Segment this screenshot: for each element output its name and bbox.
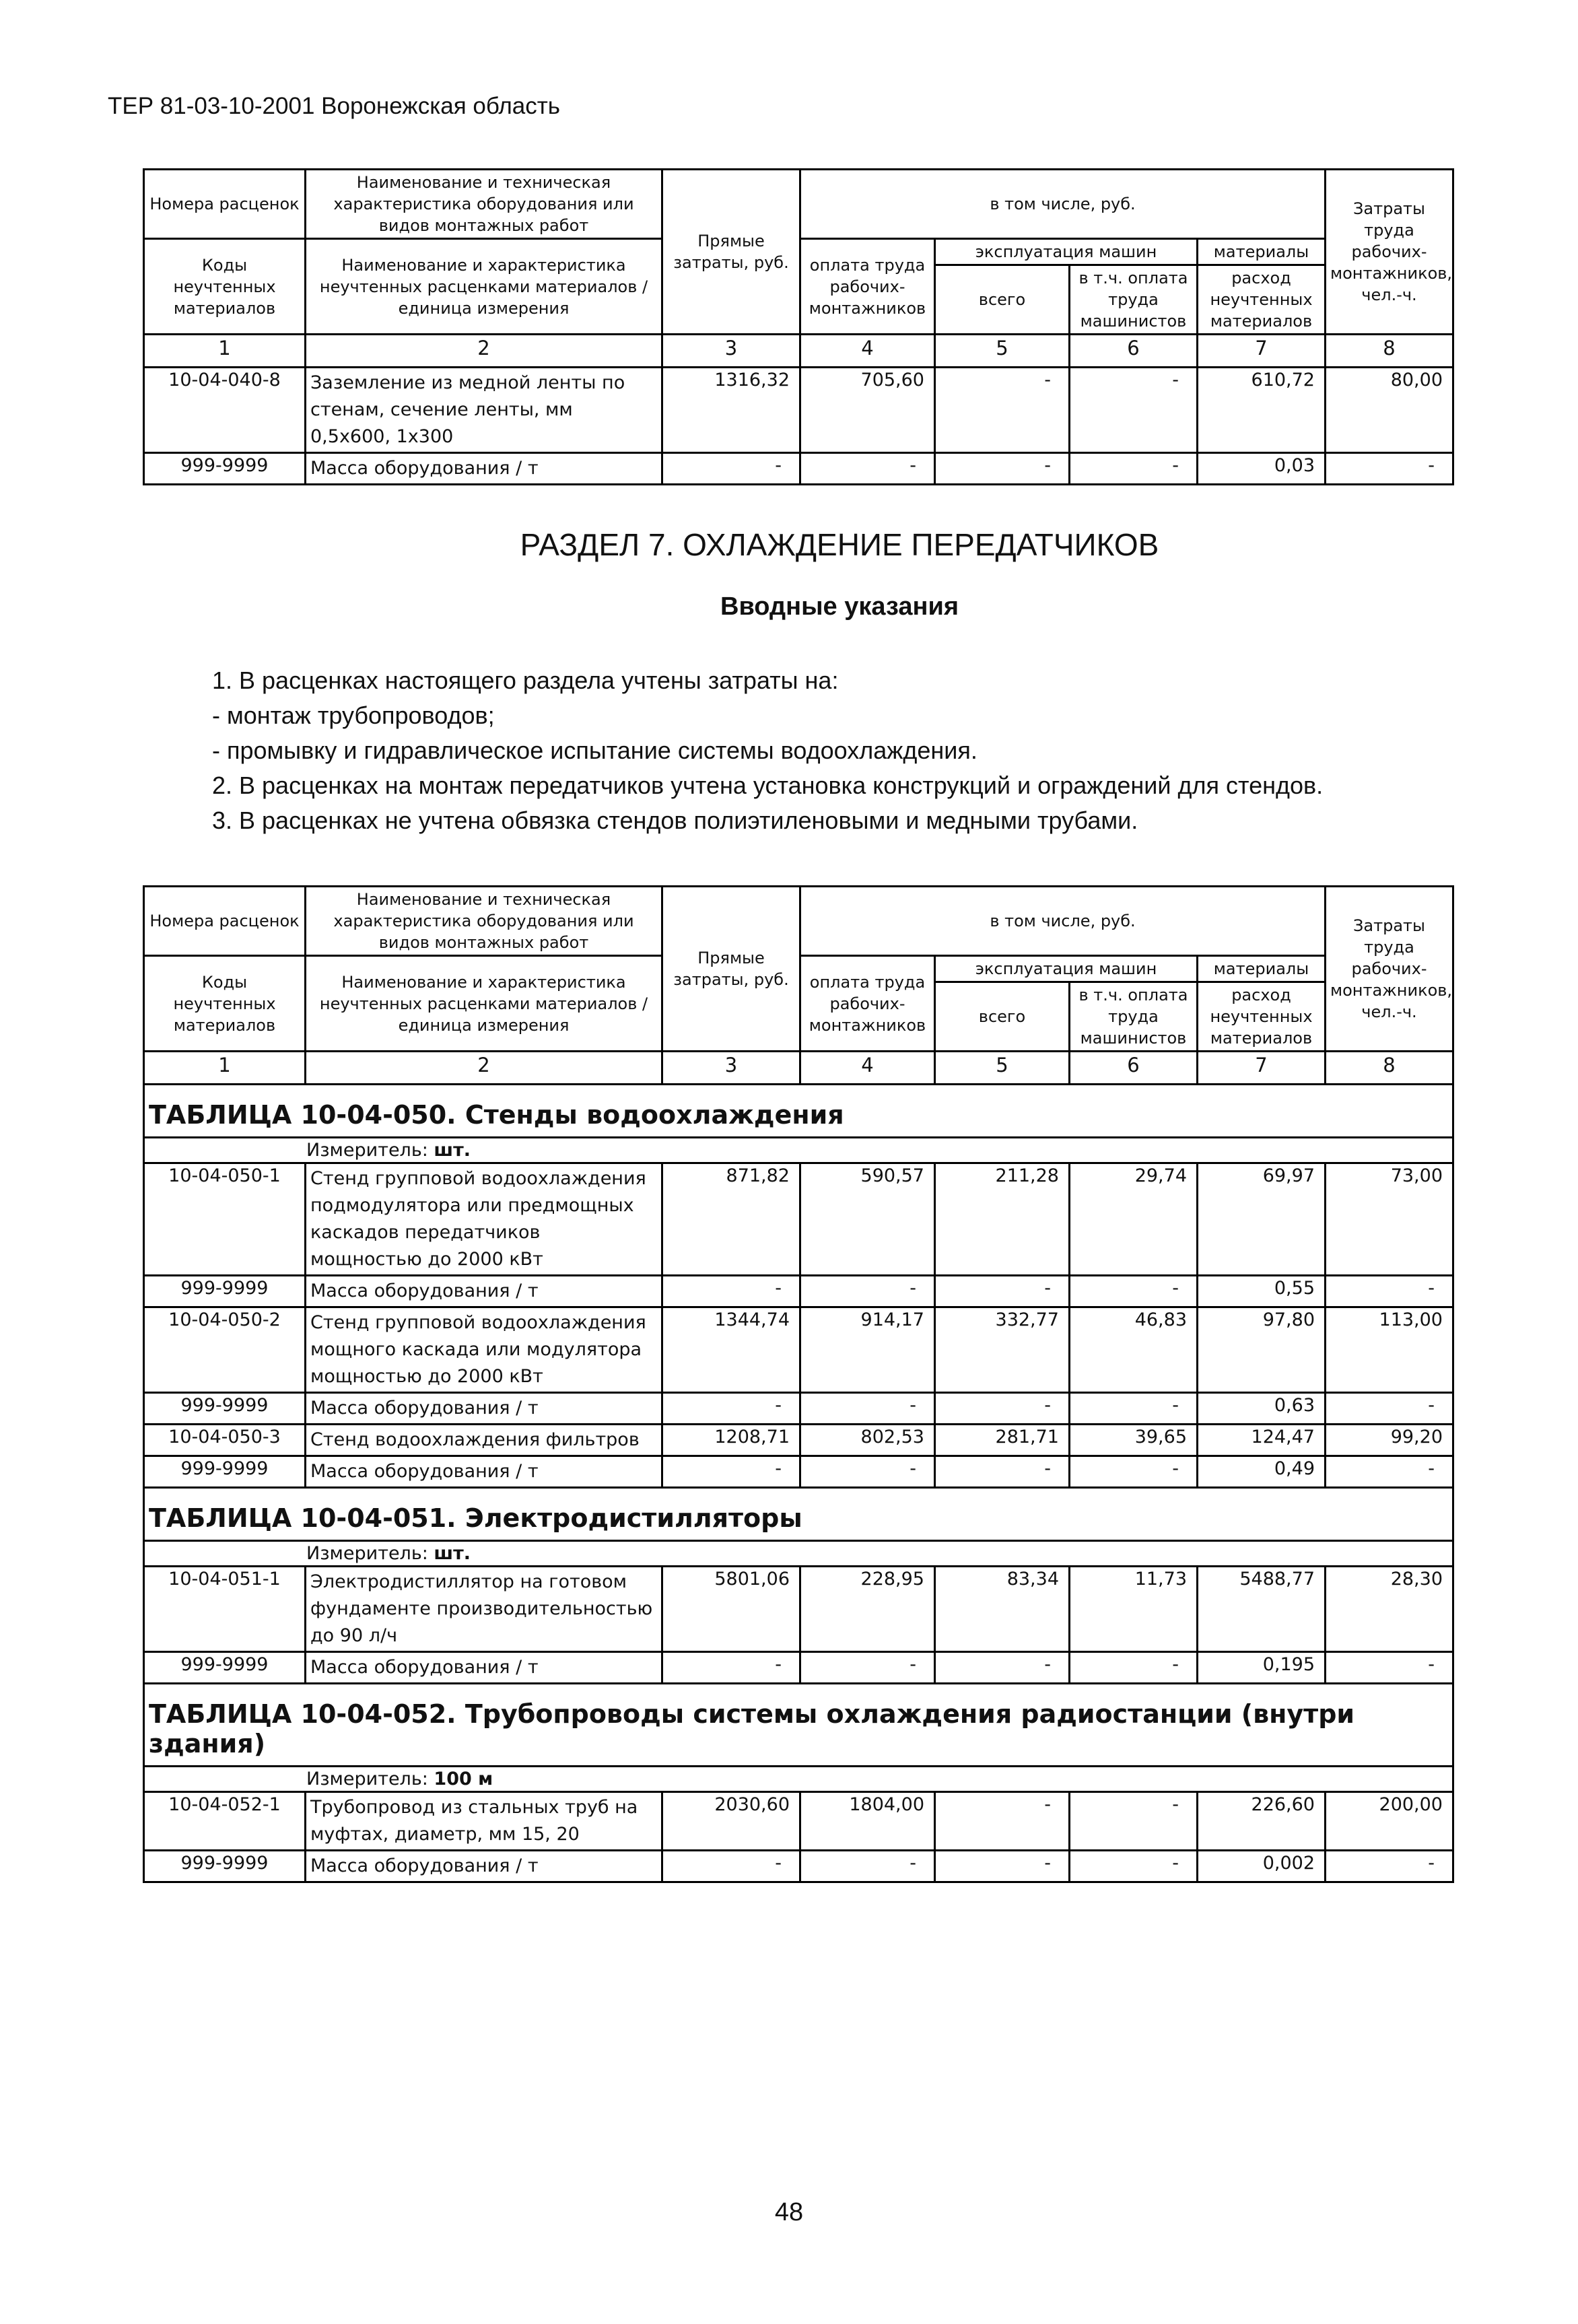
col-number: 6 — [1070, 1052, 1198, 1085]
material-code: 999-9999 — [144, 1652, 306, 1684]
col-number: 1 — [144, 335, 306, 368]
section-subtitle: Вводные указания — [720, 592, 959, 621]
material-code: 999-9999 — [144, 1851, 306, 1882]
labor-pay: - — [800, 1393, 935, 1425]
machines-total: 211,28 — [935, 1163, 1070, 1276]
machines-pay: 11,73 — [1070, 1567, 1198, 1652]
machines-total: - — [935, 1276, 1070, 1307]
table-title: ТАБЛИЦА 10-04-051. Электродистилляторы — [144, 1488, 1453, 1541]
col-number: 5 — [935, 1052, 1070, 1085]
header-machines-pay: в т.ч. оплата труда машинистов — [1070, 982, 1198, 1052]
labor-pay: - — [800, 453, 935, 485]
col-number: 1 — [144, 1052, 306, 1085]
col-number: 7 — [1198, 335, 1326, 368]
header-materials: материалы — [1198, 956, 1326, 982]
table-row — [144, 1567, 1453, 1652]
header-machines-total: всего — [935, 982, 1070, 1052]
materials: 69,97 — [1198, 1163, 1326, 1276]
table-row — [144, 1163, 1453, 1276]
table-row — [144, 368, 1453, 453]
labor-pay: - — [800, 1652, 935, 1684]
measurer-value: шт. — [434, 1543, 471, 1564]
header-materials-sub: расход неучтенных материалов — [1198, 982, 1326, 1052]
labor-cost: - — [1326, 1456, 1453, 1488]
rate-code: 10-04-050-1 — [144, 1163, 306, 1276]
labor-cost: - — [1326, 1393, 1453, 1425]
table-row — [144, 1276, 1453, 1307]
material-name: Масса оборудования / т — [306, 1456, 662, 1488]
header-name-top: Наименование и техническая характеристика оборудования или видов монтажных работ — [306, 170, 662, 239]
material-code: 999-9999 — [144, 1276, 306, 1307]
measurer — [144, 1541, 1453, 1567]
header-labor-cost: Затраты труда рабочих-монтажников, чел.-ч. — [1326, 887, 1453, 1052]
direct-cost: 1344,74 — [662, 1307, 800, 1393]
materials: 0,03 — [1198, 453, 1326, 485]
rate-code: 10-04-050-3 — [144, 1425, 306, 1456]
direct-cost: - — [662, 1851, 800, 1882]
labor-pay: 1804,00 — [800, 1792, 935, 1851]
header-machines-pay: в т.ч. оплата труда машинистов — [1070, 265, 1198, 335]
materials: 0,49 — [1198, 1456, 1326, 1488]
table-row — [144, 1425, 1453, 1456]
col-number: 7 — [1198, 1052, 1326, 1085]
material-code: 999-9999 — [144, 453, 306, 485]
header-direct: Прямые затраты, руб. — [662, 170, 800, 335]
rate-name: Стенд групповой водоохлаждения мощного каскада или модулятора мощностью до 2000 кВт — [306, 1307, 662, 1393]
header-labor-cost: Затраты труда рабочих-монтажников, чел.-ч. — [1326, 170, 1453, 335]
direct-cost: 1208,71 — [662, 1425, 800, 1456]
col-number: 2 — [306, 1052, 662, 1085]
labor-cost: - — [1326, 1851, 1453, 1882]
labor-cost: - — [1326, 1276, 1453, 1307]
machines-pay: - — [1070, 1393, 1198, 1425]
labor-pay: - — [800, 1851, 935, 1882]
materials: 124,47 — [1198, 1425, 1326, 1456]
direct-cost: 871,82 — [662, 1163, 800, 1276]
measurer — [144, 1138, 1453, 1163]
material-code: 999-9999 — [144, 1456, 306, 1488]
labor-cost: - — [1326, 453, 1453, 485]
machines-total: 332,77 — [935, 1307, 1070, 1393]
direct-cost: 2030,60 — [662, 1792, 800, 1851]
rate-code: 10-04-040-8 — [144, 368, 306, 453]
machines-pay: - — [1070, 1276, 1198, 1307]
table-row — [144, 1456, 1453, 1488]
header-labor-pay: оплата труда рабочих-монтажников — [800, 239, 935, 335]
col-number: 3 — [662, 1052, 800, 1085]
measurer — [144, 1767, 1453, 1792]
materials: 0,63 — [1198, 1393, 1326, 1425]
machines-pay: - — [1070, 1652, 1198, 1684]
table-title: ТАБЛИЦА 10-04-052. Трубопроводы системы охлаждения радиостанции (внутри здания) — [144, 1684, 1453, 1767]
materials: 226,60 — [1198, 1792, 1326, 1851]
direct-cost: - — [662, 453, 800, 485]
note-item: 1. В расценках настоящего раздела учтены затраты на: — [212, 667, 839, 694]
col-number: 4 — [800, 335, 935, 368]
header-machines: эксплуатация машин — [935, 239, 1198, 265]
machines-pay: - — [1070, 1851, 1198, 1882]
material-name: Масса оборудования / т — [306, 1652, 662, 1684]
section-title: РАЗДЕЛ 7. ОХЛАЖДЕНИЕ ПЕРЕДАТЧИКОВ — [520, 527, 1159, 562]
note-item: 2. В расценках на монтаж передатчиков учтена установка конструкций и ограждений для стендов. — [212, 772, 1324, 799]
header-materials: материалы — [1198, 239, 1326, 265]
machines-pay: 29,74 — [1070, 1163, 1198, 1276]
col-number: 6 — [1070, 335, 1198, 368]
header-incl: в том числе, руб. — [800, 887, 1326, 956]
materials: 97,80 — [1198, 1307, 1326, 1393]
measurer-label: Измеритель: — [306, 1140, 428, 1161]
labor-cost: 28,30 — [1326, 1567, 1453, 1652]
machines-total: 281,71 — [935, 1425, 1070, 1456]
labor-pay: 914,17 — [800, 1307, 935, 1393]
direct-cost: - — [662, 1456, 800, 1488]
rate-code: 10-04-050-2 — [144, 1307, 306, 1393]
labor-cost: 99,20 — [1326, 1425, 1453, 1456]
labor-cost: 200,00 — [1326, 1792, 1453, 1851]
rates-table-main — [143, 885, 1454, 1883]
header-codes-top: Номера расценок — [144, 170, 306, 239]
measurer-value: шт. — [434, 1140, 471, 1161]
material-name: Масса оборудования / т — [306, 453, 662, 485]
material-code: 999-9999 — [144, 1393, 306, 1425]
measurer-value: 100 м — [434, 1769, 493, 1789]
header-incl: в том числе, руб. — [800, 170, 1326, 239]
header-name-bottom: Наименование и характеристика неучтенных расценками материалов / единица измерения — [306, 956, 662, 1052]
header-materials-sub: расход неучтенных материалов — [1198, 265, 1326, 335]
note-item: - монтаж трубопроводов; — [212, 702, 495, 729]
labor-pay: 705,60 — [800, 368, 935, 453]
note-item: 3. В расценках не учтена обвязка стендов полиэтиленовыми и медными трубами. — [212, 807, 1138, 834]
rate-name: Электродистиллятор на готовом фундаменте производительностью до 90 л/ч — [306, 1567, 662, 1652]
table-row — [144, 1652, 1453, 1684]
machines-pay: 46,83 — [1070, 1307, 1198, 1393]
rate-name: Трубопровод из стальных труб на муфтах, диаметр, мм 15, 20 — [306, 1792, 662, 1851]
machines-total: - — [935, 1652, 1070, 1684]
header-name-bottom: Наименование и характеристика неучтенных расценками материалов / единица измерения — [306, 239, 662, 335]
page-number: 48 — [774, 2198, 804, 2226]
direct-cost: - — [662, 1652, 800, 1684]
materials: 0,55 — [1198, 1276, 1326, 1307]
col-number: 8 — [1326, 335, 1453, 368]
machines-total: - — [935, 368, 1070, 453]
direct-cost: 1316,32 — [662, 368, 800, 453]
direct-cost: 5801,06 — [662, 1567, 800, 1652]
col-number: 4 — [800, 1052, 935, 1085]
page-header: ТЕР 81-03-10-2001 Воронежская область — [108, 93, 561, 119]
col-number: 5 — [935, 335, 1070, 368]
header-labor-pay: оплата труда рабочих-монтажников — [800, 956, 935, 1052]
col-number: 2 — [306, 335, 662, 368]
table-row — [144, 1393, 1453, 1425]
table-row — [144, 453, 1453, 485]
header-direct: Прямые затраты, руб. — [662, 887, 800, 1052]
materials: 610,72 — [1198, 368, 1326, 453]
machines-total: - — [935, 1456, 1070, 1488]
materials: 0,195 — [1198, 1652, 1326, 1684]
labor-cost: 73,00 — [1326, 1163, 1453, 1276]
machines-total: - — [935, 453, 1070, 485]
machines-total: - — [935, 1851, 1070, 1882]
header-codes-bottom: Коды неучтенных материалов — [144, 239, 306, 335]
table-row — [144, 1851, 1453, 1882]
table-title: ТАБЛИЦА 10-04-050. Стенды водоохлаждения — [144, 1085, 1453, 1138]
material-name: Масса оборудования / т — [306, 1393, 662, 1425]
header-name-top: Наименование и техническая характеристика оборудования или видов монтажных работ — [306, 887, 662, 956]
header-machines-total: всего — [935, 265, 1070, 335]
materials: 5488,77 — [1198, 1567, 1326, 1652]
col-number: 8 — [1326, 1052, 1453, 1085]
rate-code: 10-04-052-1 — [144, 1792, 306, 1851]
machines-pay: - — [1070, 453, 1198, 485]
material-name: Масса оборудования / т — [306, 1851, 662, 1882]
measurer-label: Измеритель: — [306, 1769, 428, 1789]
rate-code: 10-04-051-1 — [144, 1567, 306, 1652]
labor-cost: 80,00 — [1326, 368, 1453, 453]
table-row — [144, 1307, 1453, 1393]
header-codes-top: Номера расценок — [144, 887, 306, 956]
labor-cost: 113,00 — [1326, 1307, 1453, 1393]
machines-pay: - — [1070, 1792, 1198, 1851]
note-item: - промывку и гидравлическое испытание системы водоохлаждения. — [212, 737, 977, 764]
table-row — [144, 1792, 1453, 1851]
labor-cost: - — [1326, 1652, 1453, 1684]
rates-table-top — [143, 168, 1454, 485]
header-codes-bottom: Коды неучтенных материалов — [144, 956, 306, 1052]
labor-pay: - — [800, 1276, 935, 1307]
machines-pay: 39,65 — [1070, 1425, 1198, 1456]
labor-pay: 228,95 — [800, 1567, 935, 1652]
header-machines: эксплуатация машин — [935, 956, 1198, 982]
labor-pay: 590,57 — [800, 1163, 935, 1276]
direct-cost: - — [662, 1393, 800, 1425]
machines-pay: - — [1070, 368, 1198, 453]
machines-pay: - — [1070, 1456, 1198, 1488]
machines-total: - — [935, 1393, 1070, 1425]
machines-total: - — [935, 1792, 1070, 1851]
machines-total: 83,34 — [935, 1567, 1070, 1652]
intro-notes — [131, 663, 1461, 838]
materials: 0,002 — [1198, 1851, 1326, 1882]
rate-name: Стенд водоохлаждения фильтров — [306, 1425, 662, 1456]
direct-cost: - — [662, 1276, 800, 1307]
labor-pay: 802,53 — [800, 1425, 935, 1456]
labor-pay: - — [800, 1456, 935, 1488]
rate-name: Стенд групповой водоохлаждения подмодулятора или предмощных каскадов передатчиков мощностью до 2000 кВт — [306, 1163, 662, 1276]
material-name: Масса оборудования / т — [306, 1276, 662, 1307]
measurer-label: Измеритель: — [306, 1543, 428, 1564]
col-number: 3 — [662, 335, 800, 368]
rate-name: Заземление из медной ленты по стенам, сечение ленты, мм 0,5х600, 1х300 — [306, 368, 662, 453]
